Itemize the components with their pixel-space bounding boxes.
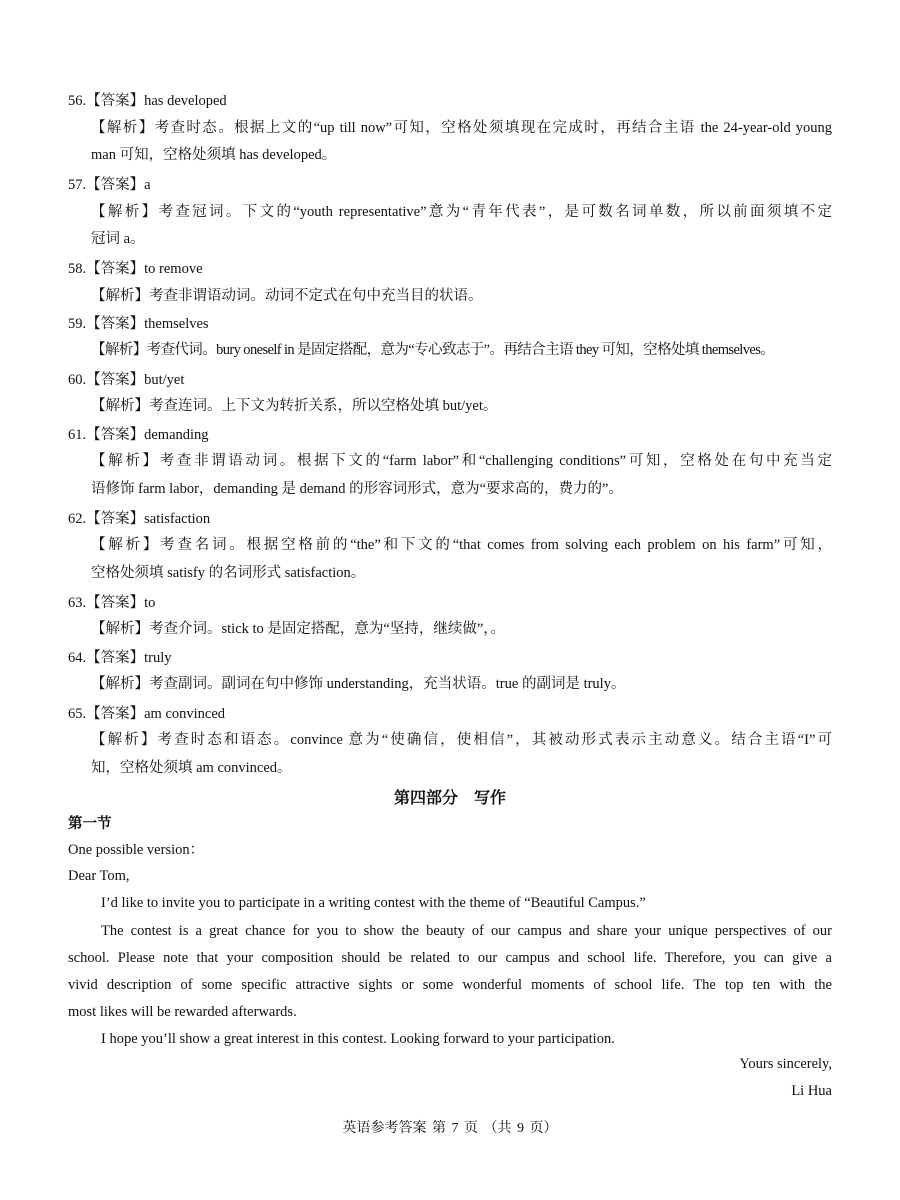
analysis-57-line-1: 【解析】考查冠词。下文的“youth representative”意为“青年代表”，是可数名词单数，所以前面须填不定 xyxy=(91,204,832,220)
analysis-62-line-1: 【解析】考查名词。根据空格前的“the”和下文的“that comes from solving each problem on his farm”可知， xyxy=(91,537,832,553)
analysis-56-line-2: man 可知，空格处须填 has developed。 xyxy=(91,147,337,163)
answer-62: 62.【答案】satisfaction xyxy=(68,511,211,527)
essay-paragraph-2-line-1: The contest is a great chance for you to show the beauty of our campus and share your unique perspectives of our xyxy=(101,923,832,939)
answer-56: 56.【答案】has developed xyxy=(68,93,227,109)
analysis-65-line-1: 【解析】考查时态和语态。convince 意为“使确信，使相信”，其被动形式表示主动意义。结合主语“I”可 xyxy=(91,732,832,748)
answer-65: 65.【答案】am convinced xyxy=(68,706,226,722)
analysis-58-line-1: 【解析】考查非谓语动词。动词不定式在句中充当目的状语。 xyxy=(91,288,483,304)
essay-paragraph-2-line-3: vivid description of some specific attractive sights or some wonderful moments of school life. The top ten with the xyxy=(68,977,832,993)
answer-57: 57.【答案】a xyxy=(68,177,151,193)
essay-closing: Yours sincerely, xyxy=(739,1056,832,1072)
analysis-60-line-1: 【解析】考查连词。上下文为转折关系，所以空格处填 but/yet。 xyxy=(91,398,498,414)
analysis-61-line-2: 语修饰 farm labor，demanding 是 demand 的形容词形式，意为“要求高的，费力的”。 xyxy=(91,481,623,497)
analysis-57-line-2: 冠词 a。 xyxy=(91,231,145,247)
page-footer: 英语参考答案 第 7 页 （共 9 页） xyxy=(342,1121,558,1136)
answer-63: 63.【答案】to xyxy=(68,595,156,611)
answer-61: 61.【答案】demanding xyxy=(68,427,209,443)
essay-paragraph-3: I hope you’ll show a great interest in this contest. Looking forward to your participation. xyxy=(101,1031,615,1047)
analysis-62-line-2: 空格处须填 satisfy 的名词形式 satisfaction。 xyxy=(91,565,366,581)
analysis-61-line-1: 【解析】考查非谓语动词。根据下文的“farm labor”和“challenging conditions”可知，空格处在句中充当定 xyxy=(91,453,832,469)
analysis-65-line-2: 知，空格处须填 am convinced。 xyxy=(91,760,292,776)
answer-64: 64.【答案】truly xyxy=(68,650,172,666)
answer-59: 59.【答案】themselves xyxy=(68,316,209,332)
essay-greeting: Dear Tom, xyxy=(68,868,130,884)
essay-paragraph-2-line-4: most likes will be rewarded afterwards. xyxy=(68,1004,297,1020)
essay-paragraph-1: I’d like to invite you to participate in a writing contest with the theme of “Beautiful Campus.” xyxy=(101,895,646,911)
subsection-title: 第一节 xyxy=(68,816,112,832)
essay-paragraph-2-line-2: school. Please note that your composition should be related to our campus and school life. Therefore, you can give a xyxy=(68,950,832,966)
answer-60: 60.【答案】but/yet xyxy=(68,372,185,388)
answer-58: 58.【答案】to remove xyxy=(68,261,203,277)
analysis-64-line-1: 【解析】考查副词。副词在句中修饰 understanding，充当状语。true 的副词是 truly。 xyxy=(91,676,626,692)
section-title: 第四部分 写作 xyxy=(393,788,506,807)
analysis-59-line-1: 【解析】考查代词。bury oneself in 是固定搭配，意为“专心致志于”。再结合主语 they 可知，空格处填 themselves。 xyxy=(91,342,775,358)
analysis-56-line-1: 【解析】考查时态。根据上文的“up till now”可知，空格处须填现在完成时，再结合主语 the 24-year-old young xyxy=(91,120,832,136)
analysis-63-line-1: 【解析】考查介词。stick to 是固定搭配，意为“坚持，继续做”，。 xyxy=(91,621,506,637)
essay-intro: One possible version： xyxy=(68,842,205,858)
essay-signature: Li Hua xyxy=(791,1083,832,1099)
